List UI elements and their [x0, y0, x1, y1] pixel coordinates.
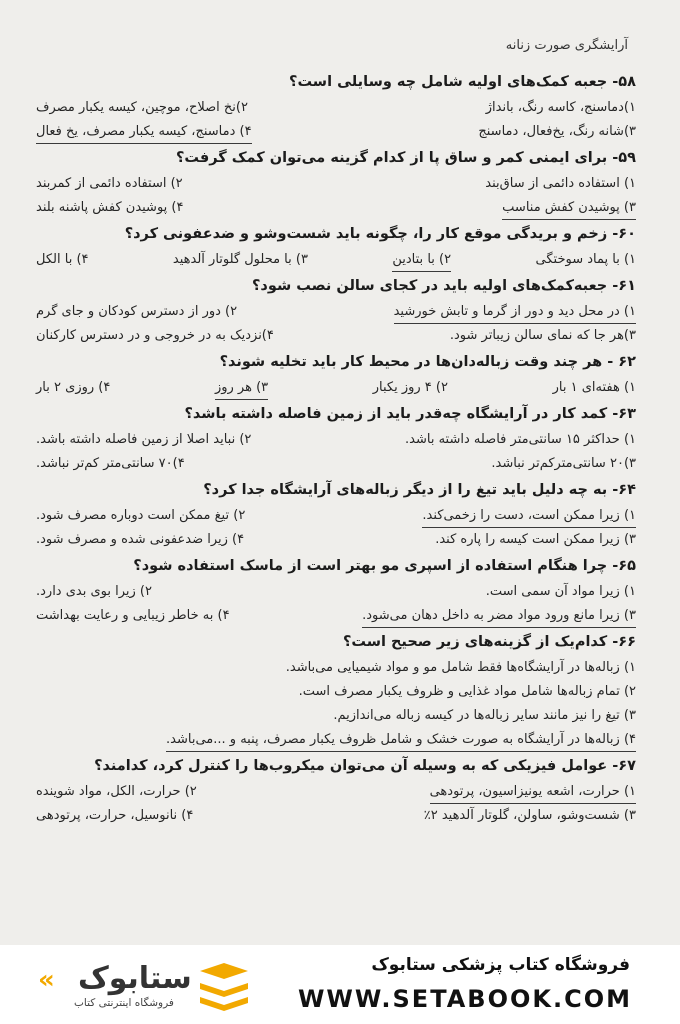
option-4-answer: ۴) زباله‌ها در آرایشگاه به صورت خشک و شامل ظروف یکبار مصرف، پنبه و ...می‌باشد.: [166, 728, 636, 752]
option-2: ۲) نباید اصلا از زمین فاصله داشته باشد.: [36, 432, 252, 447]
store-title: فروشگاه کتاب پزشکی ستابوک: [371, 955, 630, 975]
book-stack-icon: [196, 961, 252, 1013]
option-4: ۴)۷۰ سانتی‌متر کم‌تر نباشد.: [36, 456, 185, 471]
option-2-answer: ۲) با بتادین: [392, 248, 451, 272]
option-2: ۲) حرارت، الکل، مواد شوینده: [36, 784, 197, 799]
question-61: ۶۱- جعبه‌کمک‌های اولیه باید در کجای سالن نصب شود؟: [252, 278, 636, 294]
options-row: [36, 680, 636, 704]
option-4: ۴) به خاطر زیبایی و رعایت بهداشت: [36, 608, 230, 623]
option-4: ۴) زیرا ضدعفونی شده و مصرف شود.: [36, 532, 245, 547]
options-row: [36, 172, 636, 196]
option-4: ۴) پوشیدن کفش پاشنه بلند: [36, 200, 184, 215]
double-chevron-icon: «: [38, 965, 55, 995]
options-row: [36, 656, 636, 680]
question-64: ۶۴- به چه دلیل باید تیغ را از دیگر زباله‌های آرایشگاه جدا کرد؟: [203, 482, 636, 498]
store-url[interactable]: WWW.SETABOOK.COM: [297, 985, 632, 1013]
option-1: ۱)دماسنج، کاسه رنگ، بانداژ: [485, 100, 636, 115]
option-2: ۲) ۴ روز یکبار: [372, 380, 448, 395]
option-3: ۳)۲۰ سانتی‌مترکم‌تر نباشد.: [491, 456, 636, 471]
option-3-answer: ۳) پوشیدن کفش مناسب: [502, 196, 636, 220]
option-2: ۲) زیرا بوی بدی دارد.: [36, 584, 152, 599]
option-1: ۱) زباله‌ها در آرایشگاه‌ها فقط شامل مو و مواد شیمیایی می‌باشد.: [285, 660, 636, 675]
page-header: آرایشگری صورت زنانه: [505, 38, 628, 53]
options-row: [36, 96, 636, 120]
option-2: ۲) تمام زباله‌ها شامل مواد غذایی و ظروف یکبار مصرف است.: [298, 684, 636, 699]
setabook-logo[interactable]: [34, 959, 264, 1015]
questions-list: [36, 68, 636, 828]
option-3: ۳) تیغ را نیز مانند سایر زباله‌ها در کیسه زباله می‌اندازیم.: [333, 708, 636, 723]
options-row: [36, 580, 636, 604]
option-1: ۱) با پماد سوختگی: [535, 252, 636, 267]
options-row: [36, 120, 636, 144]
options-row: [36, 804, 636, 828]
options-row: [36, 780, 636, 804]
option-1: ۱) حداکثر ۱۵ سانتی‌متر فاصله داشته باشد.: [405, 432, 636, 447]
option-3-answer: ۳) هر روز: [215, 376, 268, 400]
options-row: [36, 376, 636, 400]
option-3: ۳) زیرا ممکن است کیسه را پاره کند.: [435, 532, 636, 547]
option-1: ۱) استفاده دائمی از ساق‌بند: [485, 176, 636, 191]
logo-subtitle: فروشگاه اینترنتی کتاب: [74, 997, 174, 1009]
options-row: [36, 248, 636, 272]
question-66: ۶۶- کدام‌یک از گزینه‌های زیر صحیح است؟: [342, 634, 636, 650]
option-3: ۳) شست‌وشو، ساولن، گلوتار آلدهید ۲٪: [423, 808, 636, 823]
options-row: [36, 704, 636, 728]
option-2: ۲) استفاده دائمی از کمربند: [36, 176, 183, 191]
option-1: ۱) زیرا مواد آن سمی است.: [485, 584, 636, 599]
option-4: ۴)نزدیک به در خروجی و در دسترس کارکنان: [36, 328, 274, 343]
option-4: ۴) روزی ۲ بار: [36, 380, 111, 395]
question-59: ۵۹- برای ایمنی کمر و ساق پا از کدام گزینه می‌توان کمک گرفت؟: [175, 150, 636, 166]
option-3-answer: ۳) زیرا مانع ورود مواد مضر به داخل دهان می‌شود.: [362, 604, 636, 628]
option-4: ۴) نانوسیل، حرارت، پرتودهی: [36, 808, 194, 823]
option-1-answer: ۱) زیرا ممکن است، دست را زخمی‌کند.: [422, 504, 636, 528]
option-1: ۱) هفته‌ای ۱ بار: [552, 380, 636, 395]
options-row: [36, 324, 636, 348]
option-4: ۴) با الکل: [36, 252, 89, 267]
option-3: ۳) با محلول گلوتار آلدهید: [172, 252, 308, 267]
question-62: ۶۲ - هر چند وقت زباله‌دان‌ها در محیط کار باید تخلیه شوند؟: [219, 354, 636, 370]
options-row: [36, 504, 636, 528]
option-4-answer: ۴) دماسنج، کیسه یکبار مصرف، یخ فعال: [36, 120, 252, 144]
question-63: ۶۳- کمد کار در آرایشگاه چه‌قدر باید از زمین فاصله داشته باشد؟: [184, 406, 636, 422]
question-60: ۶۰- زخم و بریدگی موقع کار را، چگونه باید شست‌وشو و ضدعفونی کرد؟: [124, 226, 636, 242]
option-3: ۳)شانه رنگ، یخ‌فعال، دماسنج: [478, 124, 636, 139]
question-58: ۵۸- جعبه کمک‌های اولیه شامل چه وسایلی است؟: [289, 74, 636, 90]
logo-name: ستابوک: [78, 961, 192, 996]
store-footer: [0, 945, 680, 1024]
option-2: ۲) تیغ ممکن است دوباره مصرف شود.: [36, 508, 246, 523]
question-67: ۶۷- عوامل فیزیکی که به وسیله آن می‌توان میکروب‌ها را کنترل کرد، کدامند؟: [94, 758, 636, 774]
options-row: [36, 728, 636, 752]
option-2: ۲)نخ اصلاح، موچین، کیسه یکبار مصرف: [36, 100, 248, 115]
options-row: [36, 604, 636, 628]
option-2: ۲) دور از دسترس کودکان و جای گرم: [36, 304, 238, 319]
options-row: [36, 428, 636, 452]
options-row: [36, 300, 636, 324]
question-65: ۶۵- چرا هنگام استفاده از اسپری مو بهتر است از ماسک استفاده شود؟: [133, 558, 636, 574]
option-1-answer: ۱) حرارت، اشعه یونیزاسیون، پرتودهی: [430, 780, 636, 804]
options-row: [36, 196, 636, 220]
options-row: [36, 452, 636, 476]
option-1-answer: ۱) در محل دید و دور از گرما و تابش خورشید: [394, 300, 636, 324]
option-3: ۳)هر جا که نمای سالن زیباتر شود.: [449, 328, 636, 343]
options-row: [36, 528, 636, 552]
